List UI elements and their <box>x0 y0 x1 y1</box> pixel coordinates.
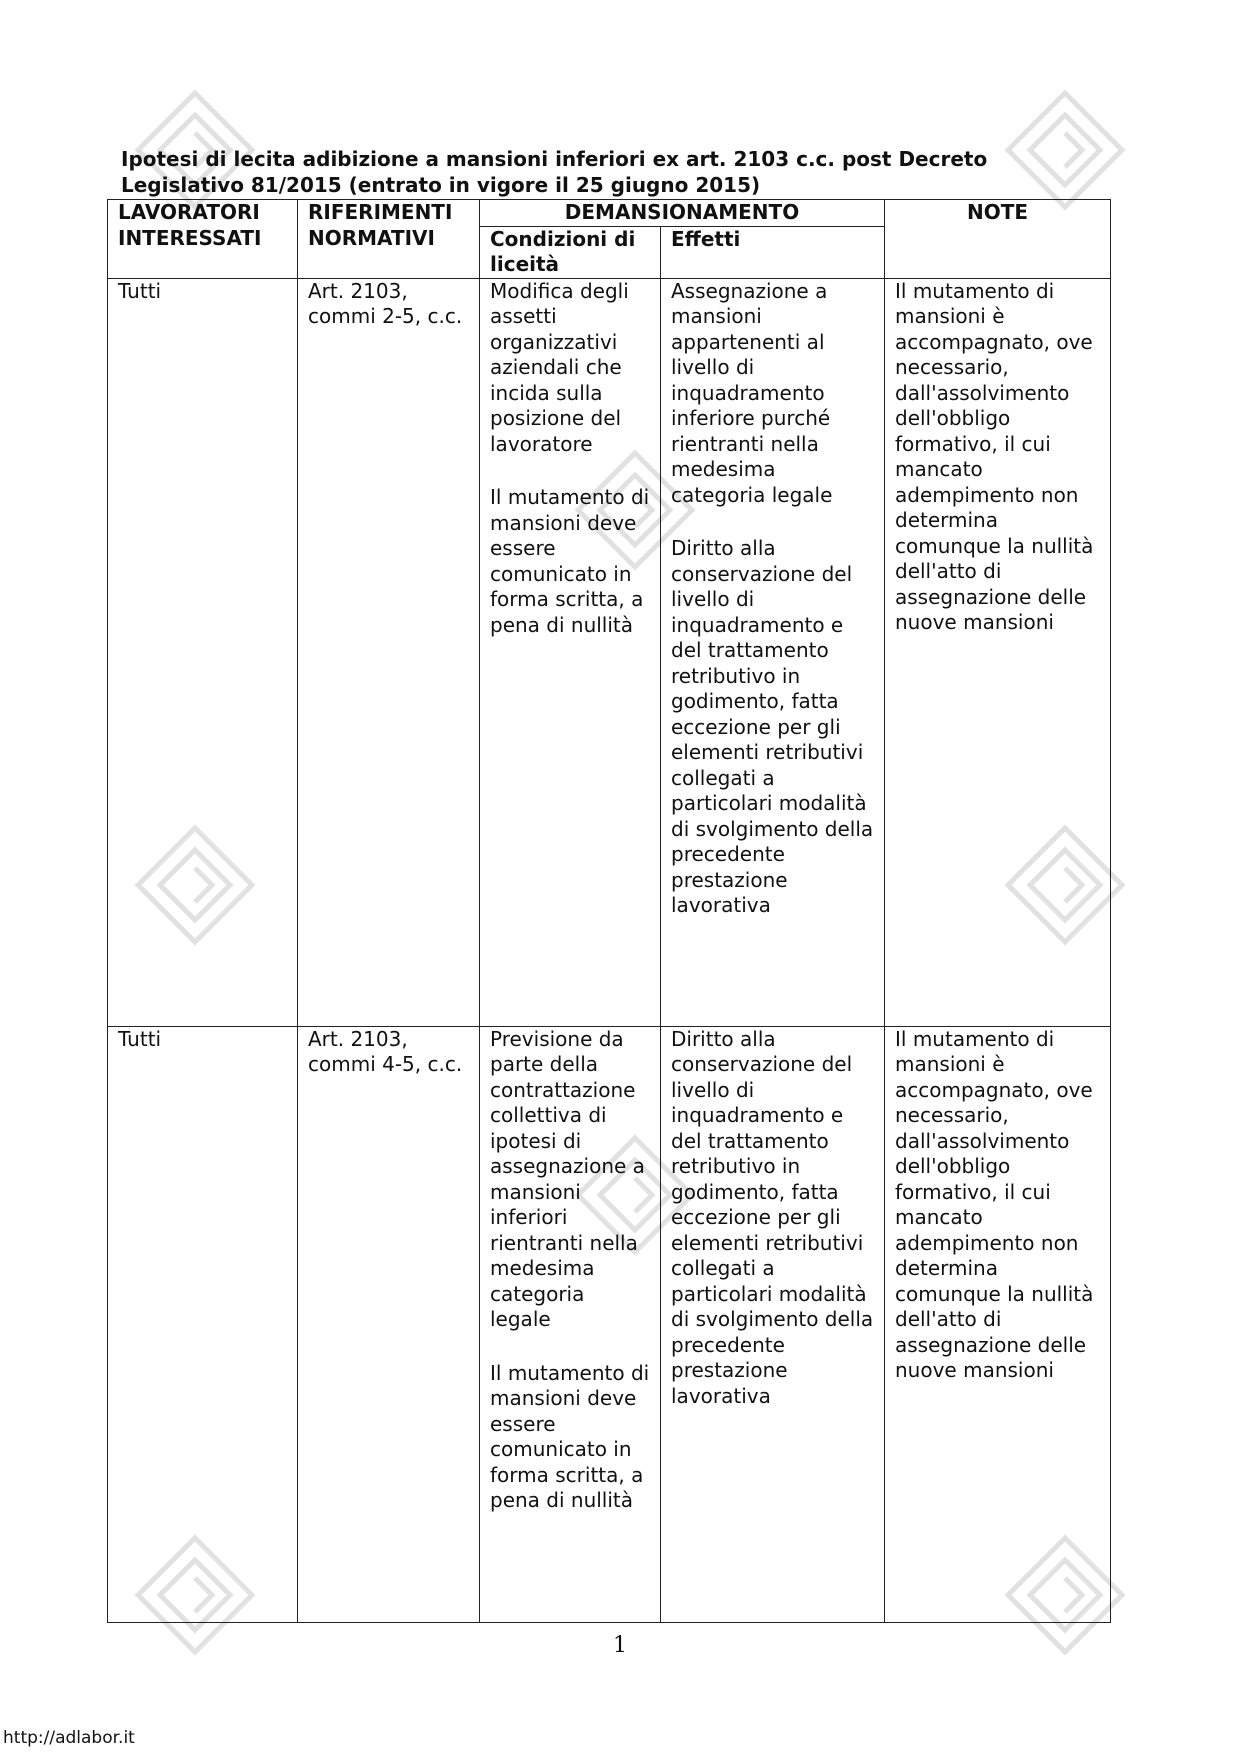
condition-text: Modifica degli assetti organizzativi aziendali che incida sulla posizione del lavoratore <box>490 278 629 456</box>
demotion-table <box>107 199 1111 1623</box>
header-conditions: Condizioni di liceità <box>480 226 661 278</box>
condition-text: Il mutamento di mansioni deve essere comunicato in forma scritta, a pena di nullità <box>490 485 650 637</box>
cell-effects <box>661 278 885 1026</box>
cell-reference: Art. 2103, commi 2-5, c.c. <box>298 278 480 1026</box>
table-row <box>108 1026 1111 1622</box>
cell-effects <box>661 1026 885 1622</box>
header-notes: NOTE <box>885 200 1111 279</box>
document-title: Ipotesi di lecita adibizione a mansioni inferiori ex art. 2103 c.c. post Decreto Legislativo 81/2015 (entrato in vigore il 25 giugno 2015) <box>121 147 988 197</box>
footer-url: http://adlabor.it <box>3 1728 135 1748</box>
cell-conditions <box>480 278 661 1026</box>
cell-workers: Tutti <box>108 278 298 1026</box>
header-workers: LAVORATORI INTERESSATI <box>108 200 298 279</box>
header-effects: Effetti <box>661 226 885 278</box>
condition-text: Previsione da parte della contrattazione collettiva di ipotesi di assegnazione a mansioni inferiori rientranti nella medesima categoria legale <box>490 1026 645 1331</box>
cell-notes: Il mutamento di mansioni è accompagnato, ove necessario, dall'assolvimento dell'obbligo formativo, il cui mancato adempimento non determina comunque la nullità dell'atto di assegnazione delle nuove mansioni <box>885 1026 1111 1622</box>
cell-notes: Il mutamento di mansioni è accompagnato, ove necessario, dall'assolvimento dell'obbligo formativo, il cui mancato adempimento non determina comunque la nullità dell'atto di assegnazione delle nuove mansioni <box>885 278 1111 1026</box>
header-references: RIFERIMENTI NORMATIVI <box>298 200 480 279</box>
table-header-row <box>108 200 1111 227</box>
effect-text: Assegnazione a mansioni appartenenti al livello di inquadramento inferiore purché rientranti nella medesima categoria legale <box>671 278 833 507</box>
header-demotion: DEMANSIONAMENTO <box>480 200 885 227</box>
cell-conditions <box>480 1026 661 1622</box>
cell-workers: Tutti <box>108 1026 298 1622</box>
page-number: 1 <box>613 1633 627 1658</box>
condition-text: Il mutamento di mansioni deve essere comunicato in forma scritta, a pena di nullità <box>490 1360 650 1512</box>
cell-reference: Art. 2103, commi 4-5, c.c. <box>298 1026 480 1622</box>
effect-text: Diritto alla conservazione del livello di inquadramento e del trattamento retributivo in godimento, fatta eccezione per gli elementi retributivi collegati a particolari modalità di svolgimento della precedente prestazione lavorativa <box>671 536 874 917</box>
effect-text: Diritto alla conservazione del livello di inquadramento e del trattamento retributivo in godimento, fatta eccezione per gli elementi retributivi collegati a particolari modalità di svolgimento della precedente prestazione lavorativa <box>671 1026 874 1408</box>
table-row <box>108 278 1111 1026</box>
